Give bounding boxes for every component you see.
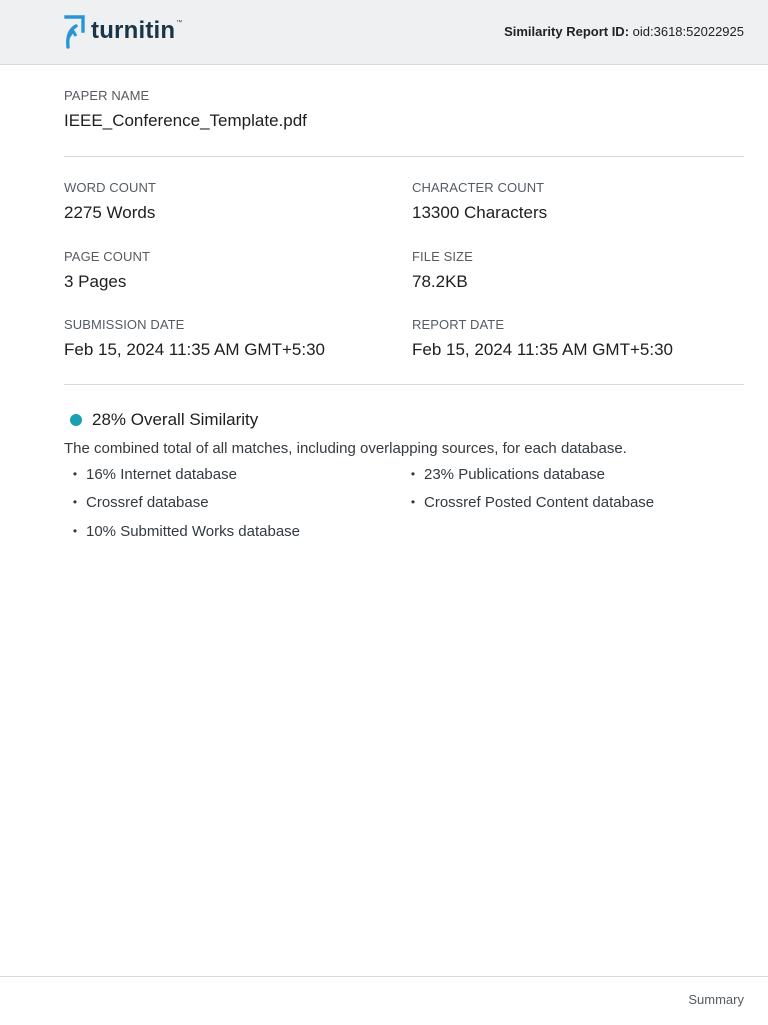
paper-name-value: IEEE_Conference_Template.pdf (64, 111, 307, 130)
report-date-field (412, 317, 742, 360)
overall-similarity-heading (70, 410, 258, 430)
word-count-label: WORD COUNT (64, 180, 156, 195)
page-count-field (64, 249, 394, 292)
bullet-icon: • (72, 495, 78, 509)
similarity-description: The combined total of all matches, including overlapping sources, for each database. (64, 440, 627, 457)
page-count-label: PAGE COUNT (64, 249, 150, 264)
source-item-label: Crossref Posted Content database (424, 494, 655, 511)
source-item-crossref-posted (402, 494, 654, 511)
overall-similarity-title: 28% Overall Similarity (92, 410, 259, 429)
turnitin-logo-icon (63, 14, 87, 50)
bullet-icon: • (72, 524, 78, 538)
report-date-value: Feb 15, 2024 11:35 AM GMT+5:30 (412, 340, 673, 359)
file-size-field (412, 249, 742, 292)
source-item-label: 10% Submitted Works database (86, 523, 301, 540)
source-item-label: Crossref database (86, 494, 209, 511)
bullet-icon: • (410, 495, 416, 509)
source-item-label: 23% Publications database (424, 466, 605, 483)
paper-name-label: PAPER NAME (64, 88, 150, 103)
submission-date-value: Feb 15, 2024 11:35 AM GMT+5:30 (64, 340, 325, 359)
similarity-indicator-dot (70, 414, 82, 426)
paper-name-field (64, 88, 307, 131)
report-date-label: REPORT DATE (412, 317, 505, 332)
bullet-icon: • (410, 467, 416, 481)
logo-wordmark: turnitin (91, 17, 176, 44)
file-size-label: FILE SIZE (412, 249, 473, 264)
divider-bottom (64, 384, 744, 385)
character-count-value: 13300 Characters (412, 203, 548, 222)
turnitin-logo (63, 14, 182, 50)
source-item-publications (402, 466, 605, 483)
character-count-field (412, 180, 742, 223)
submission-date-field (64, 317, 394, 360)
source-item-crossref (64, 494, 209, 511)
report-id-label: Similarity Report ID: (504, 24, 630, 39)
word-count-field (64, 180, 394, 223)
file-size-value: 78.2KB (412, 272, 468, 291)
divider-top (64, 156, 744, 157)
report-id-value: oid:3618:52022925 (632, 24, 744, 39)
character-count-label: CHARACTER COUNT (412, 180, 545, 195)
source-item-internet (64, 466, 237, 483)
submission-date-label: SUBMISSION DATE (64, 317, 185, 332)
word-count-value: 2275 Words (64, 203, 156, 222)
similarity-report-id (504, 24, 744, 39)
page-count-value: 3 Pages (64, 272, 127, 291)
logo-trademark: ™ (176, 20, 183, 26)
report-header (0, 0, 768, 65)
page-footer (0, 976, 768, 1025)
source-item-submitted-works (64, 523, 300, 540)
footer-section-label: Summary (688, 992, 744, 1007)
source-item-label: 16% Internet database (86, 466, 237, 483)
bullet-icon: • (72, 467, 78, 481)
